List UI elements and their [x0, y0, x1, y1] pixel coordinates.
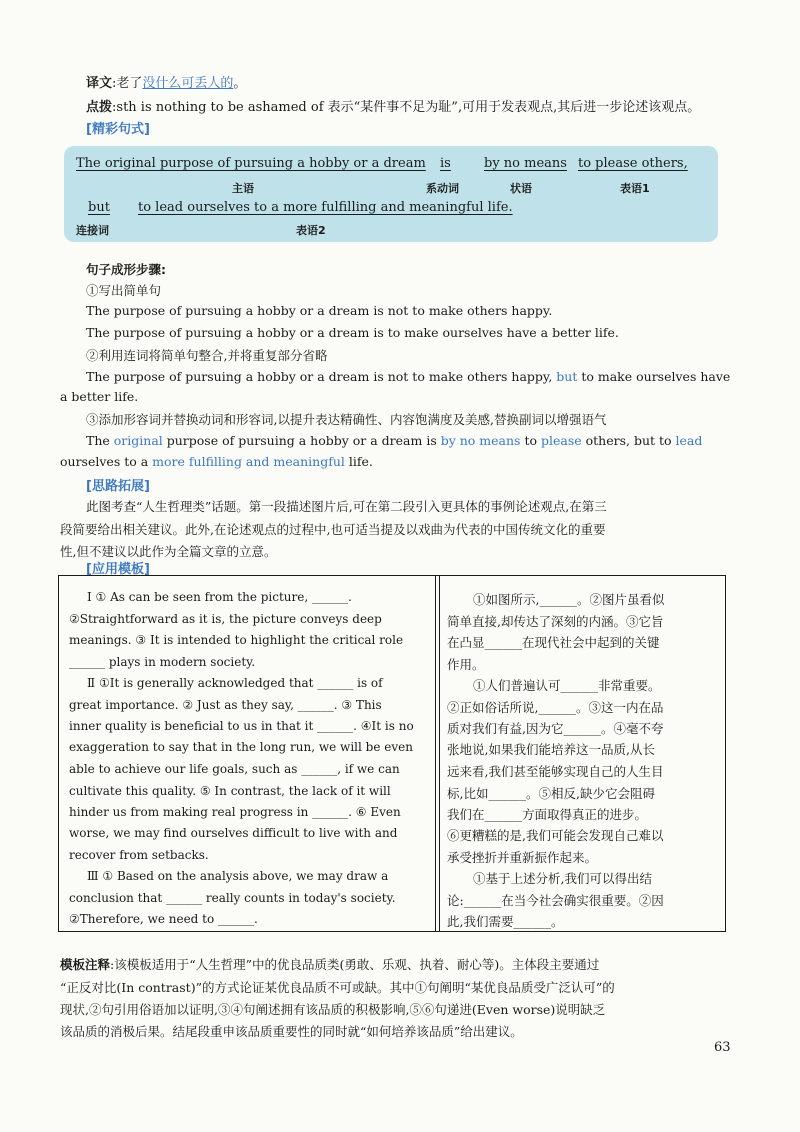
tip-line [86, 96, 700, 115]
step-1-heading: ①写出简单句 [86, 283, 162, 298]
extension-line-3: 性,但不建议以此作为全篇文章的立意。 [60, 544, 277, 559]
template-cn-line: 质对我们有益,因为它______。④毫不夸 [447, 721, 664, 736]
template-en-line: able to achieve our life goals, such as ______, if we can [69, 762, 400, 776]
template-en-line: great importance. ② Just as they say, ______. ③ This [69, 698, 382, 712]
template-en-line: ______ plays in modern society. [69, 655, 256, 669]
step-2-sentence-b: a better life. [60, 389, 139, 404]
sentence-linking-verb: is [440, 156, 451, 171]
s3-b5: more fulfilling and meaningful [152, 454, 345, 469]
label-adverbial: 状语 [510, 182, 532, 195]
template-tag: [应用模板] [86, 562, 150, 577]
template-cn-line: ①如图所示,______。②图片虽看似 [473, 592, 665, 607]
template-cn-line: 标,比如______。⑤相反,缺少它会阻碍 [447, 786, 655, 801]
s3-b2: by no means [440, 433, 521, 448]
template-cn-line: 远来看,我们甚至能够实现自己的人生目 [447, 764, 664, 779]
template-en-line: hinder us from making real progress in ______. ⑥ Even [69, 805, 401, 819]
template-en-line: conclusion that ______ really counts in today's society. [69, 891, 396, 905]
step-3-sentence-line2 [60, 454, 373, 469]
table-divider [435, 576, 436, 931]
page-number: 63 [714, 1040, 731, 1055]
sentence-conjunction: but [88, 200, 110, 215]
template-en-line: meanings. ③ It is intended to highlight the critical role [69, 633, 404, 647]
s3-b4: lead [675, 433, 703, 448]
template-en-line: Ⅲ ① Based on the analysis above, we may draw a [87, 869, 389, 883]
template-en-line: recover from setbacks. [69, 848, 209, 862]
template-en-line: exaggeration to say that in the long run, we will be even [69, 740, 413, 754]
steps-title: 句子成形步骤: [86, 262, 166, 277]
sentence-predicative-2: to lead ourselves to a more fulfilling and meaningful life. [138, 200, 513, 215]
step-2-sentence-a [86, 369, 730, 384]
step-3-heading: ③添加形容词并替换动词和形容词,以提升表达精确性、内容饱满度及美感,替换副词以增强语气 [86, 412, 607, 427]
step-2-text-pre: The purpose of pursuing a hobby or a dream is not to make others happy, [86, 369, 553, 384]
table-divider-2 [439, 576, 440, 931]
template-cn-line: 论:______在当今社会确实很重要。②因 [447, 893, 664, 908]
template-cn-line: ②正如俗话所说,______。③这一内在品 [447, 700, 664, 715]
s3-b1: original [113, 433, 163, 448]
template-cn-line: 在凸显______在现代社会中起到的关键 [447, 635, 660, 650]
template-cn-line: 简单直接,却传达了深刻的内涵。③它旨 [447, 614, 664, 629]
sentence-adverbial: by no means [484, 156, 567, 171]
translation-line [86, 72, 246, 91]
template-cn-line: 作用。 [447, 657, 485, 672]
tip-label: 点拨 [86, 100, 113, 115]
template-cn-line: 我们在______方面取得真正的进步。 [447, 807, 648, 822]
template-en-line: cultivate this quality. ⑤ In contrast, the lack of it will [69, 784, 391, 798]
label-conjunction: 连接词 [76, 224, 109, 237]
template-en-line: inner quality is beneficial to us in that it ______. ④It is no [69, 719, 414, 733]
step-2-text-post: to make ourselves have [581, 369, 731, 384]
sentence-subject: The original purpose of pursuing a hobby or a dream [76, 156, 426, 171]
note-line-4: 该品质的消极后果。结尾段重申该品质重要性的同时就“如何培养该品质”给出建议。 [60, 1023, 523, 1039]
template-en-line: worse, we may find ourselves difficult to live with and [69, 826, 398, 840]
s3-t5: ourselves to a [60, 454, 153, 469]
template-en-line: Ⅱ ①It is generally acknowledged that ______ is of [87, 676, 383, 690]
tip-text: :sth is nothing to be ashamed of 表示“某件事不足为耻”,可用于发表观点,其后进一步论述该观点。 [112, 100, 701, 115]
translation-highlight: 没什么可丢人的 [142, 76, 234, 91]
s3-t6: life. [344, 454, 373, 469]
template-en-line: Ⅰ ① As can be seen from the picture, ______. [87, 590, 352, 604]
template-cn-line: 此,我们需要______。 [447, 914, 564, 929]
template-table [58, 575, 726, 932]
sentence-structure-box [64, 146, 718, 242]
s3-t4: others, but to [581, 433, 676, 448]
template-en-line: ②Straightforward as it is, the picture conveys deep [69, 612, 382, 626]
step-2-conj: but [556, 369, 578, 384]
s3-t1: The [86, 433, 114, 448]
note-text-1: :该模板适用于“人生哲理”中的优良品质类(勇敢、乐观、执着、耐心等)。主体段主要通过 [110, 956, 600, 972]
step-1-sentence-a: The purpose of pursuing a hobby or a dream is not to make others happy. [86, 303, 553, 318]
translation-label: 译文 [86, 76, 113, 91]
template-cn-line: 承受挫折并重新振作起来。 [447, 850, 598, 865]
label-predicative-2: 表语2 [296, 224, 326, 237]
highlight-sentence-tag: [精彩句式] [86, 122, 150, 137]
translation-end: 。 [233, 76, 247, 91]
template-cn-line: ⑥更糟糕的是,我们可能会发现自己难以 [447, 828, 664, 843]
extension-tag: [思路拓展] [86, 479, 150, 494]
label-subject: 主语 [232, 182, 254, 195]
note-line-1 [60, 955, 599, 973]
label-linking-verb: 系动词 [426, 182, 459, 195]
label-predicative-1: 表语1 [620, 182, 650, 195]
step-3-sentence-line1 [86, 433, 702, 448]
extension-line-2: 段简要给出相关建议。此外,在论述观点的过程中,也可适当提及以戏曲为代表的中国传统文化的重要 [60, 522, 606, 537]
extension-line-1: 此图考查“人生哲理类”话题。第一段描述图片后,可在第二段引入更具体的事例论述观点,在第三 [86, 499, 607, 514]
template-en-line: ②Therefore, we need to ______. [69, 912, 258, 926]
sentence-predicative-1: to please others, [578, 156, 688, 171]
template-cn-line: 张地说,如果我们能培养这一品质,从长 [447, 742, 655, 757]
step-1-sentence-b: The purpose of pursuing a hobby or a dream is to make ourselves have a better life. [86, 325, 619, 340]
note-line-2: “正反对比(In contrast)”的方式论证某优良品质不可或缺。其中①句阐明“某优良品质受广泛认可”的 [60, 979, 615, 995]
note-label: 模板注释 [60, 956, 111, 972]
s3-b3: please [540, 433, 582, 448]
note-line-3: 现状,②句引用俗语加以证明,③④句阐述拥有该品质的积极影响,⑤⑥句递进(Even worse)说明缺乏 [60, 1001, 606, 1017]
translation-text: :老了 [112, 76, 143, 91]
s3-t2: purpose of pursuing a hobby or a dream is [162, 433, 441, 448]
template-cn-line: ①基于上述分析,我们可以得出结 [473, 871, 652, 886]
s3-t3: to [520, 433, 541, 448]
template-cn-line: ①人们普遍认可______非常重要。 [473, 678, 661, 693]
step-2-heading: ②利用连词将简单句整合,并将重复部分省略 [86, 348, 328, 363]
